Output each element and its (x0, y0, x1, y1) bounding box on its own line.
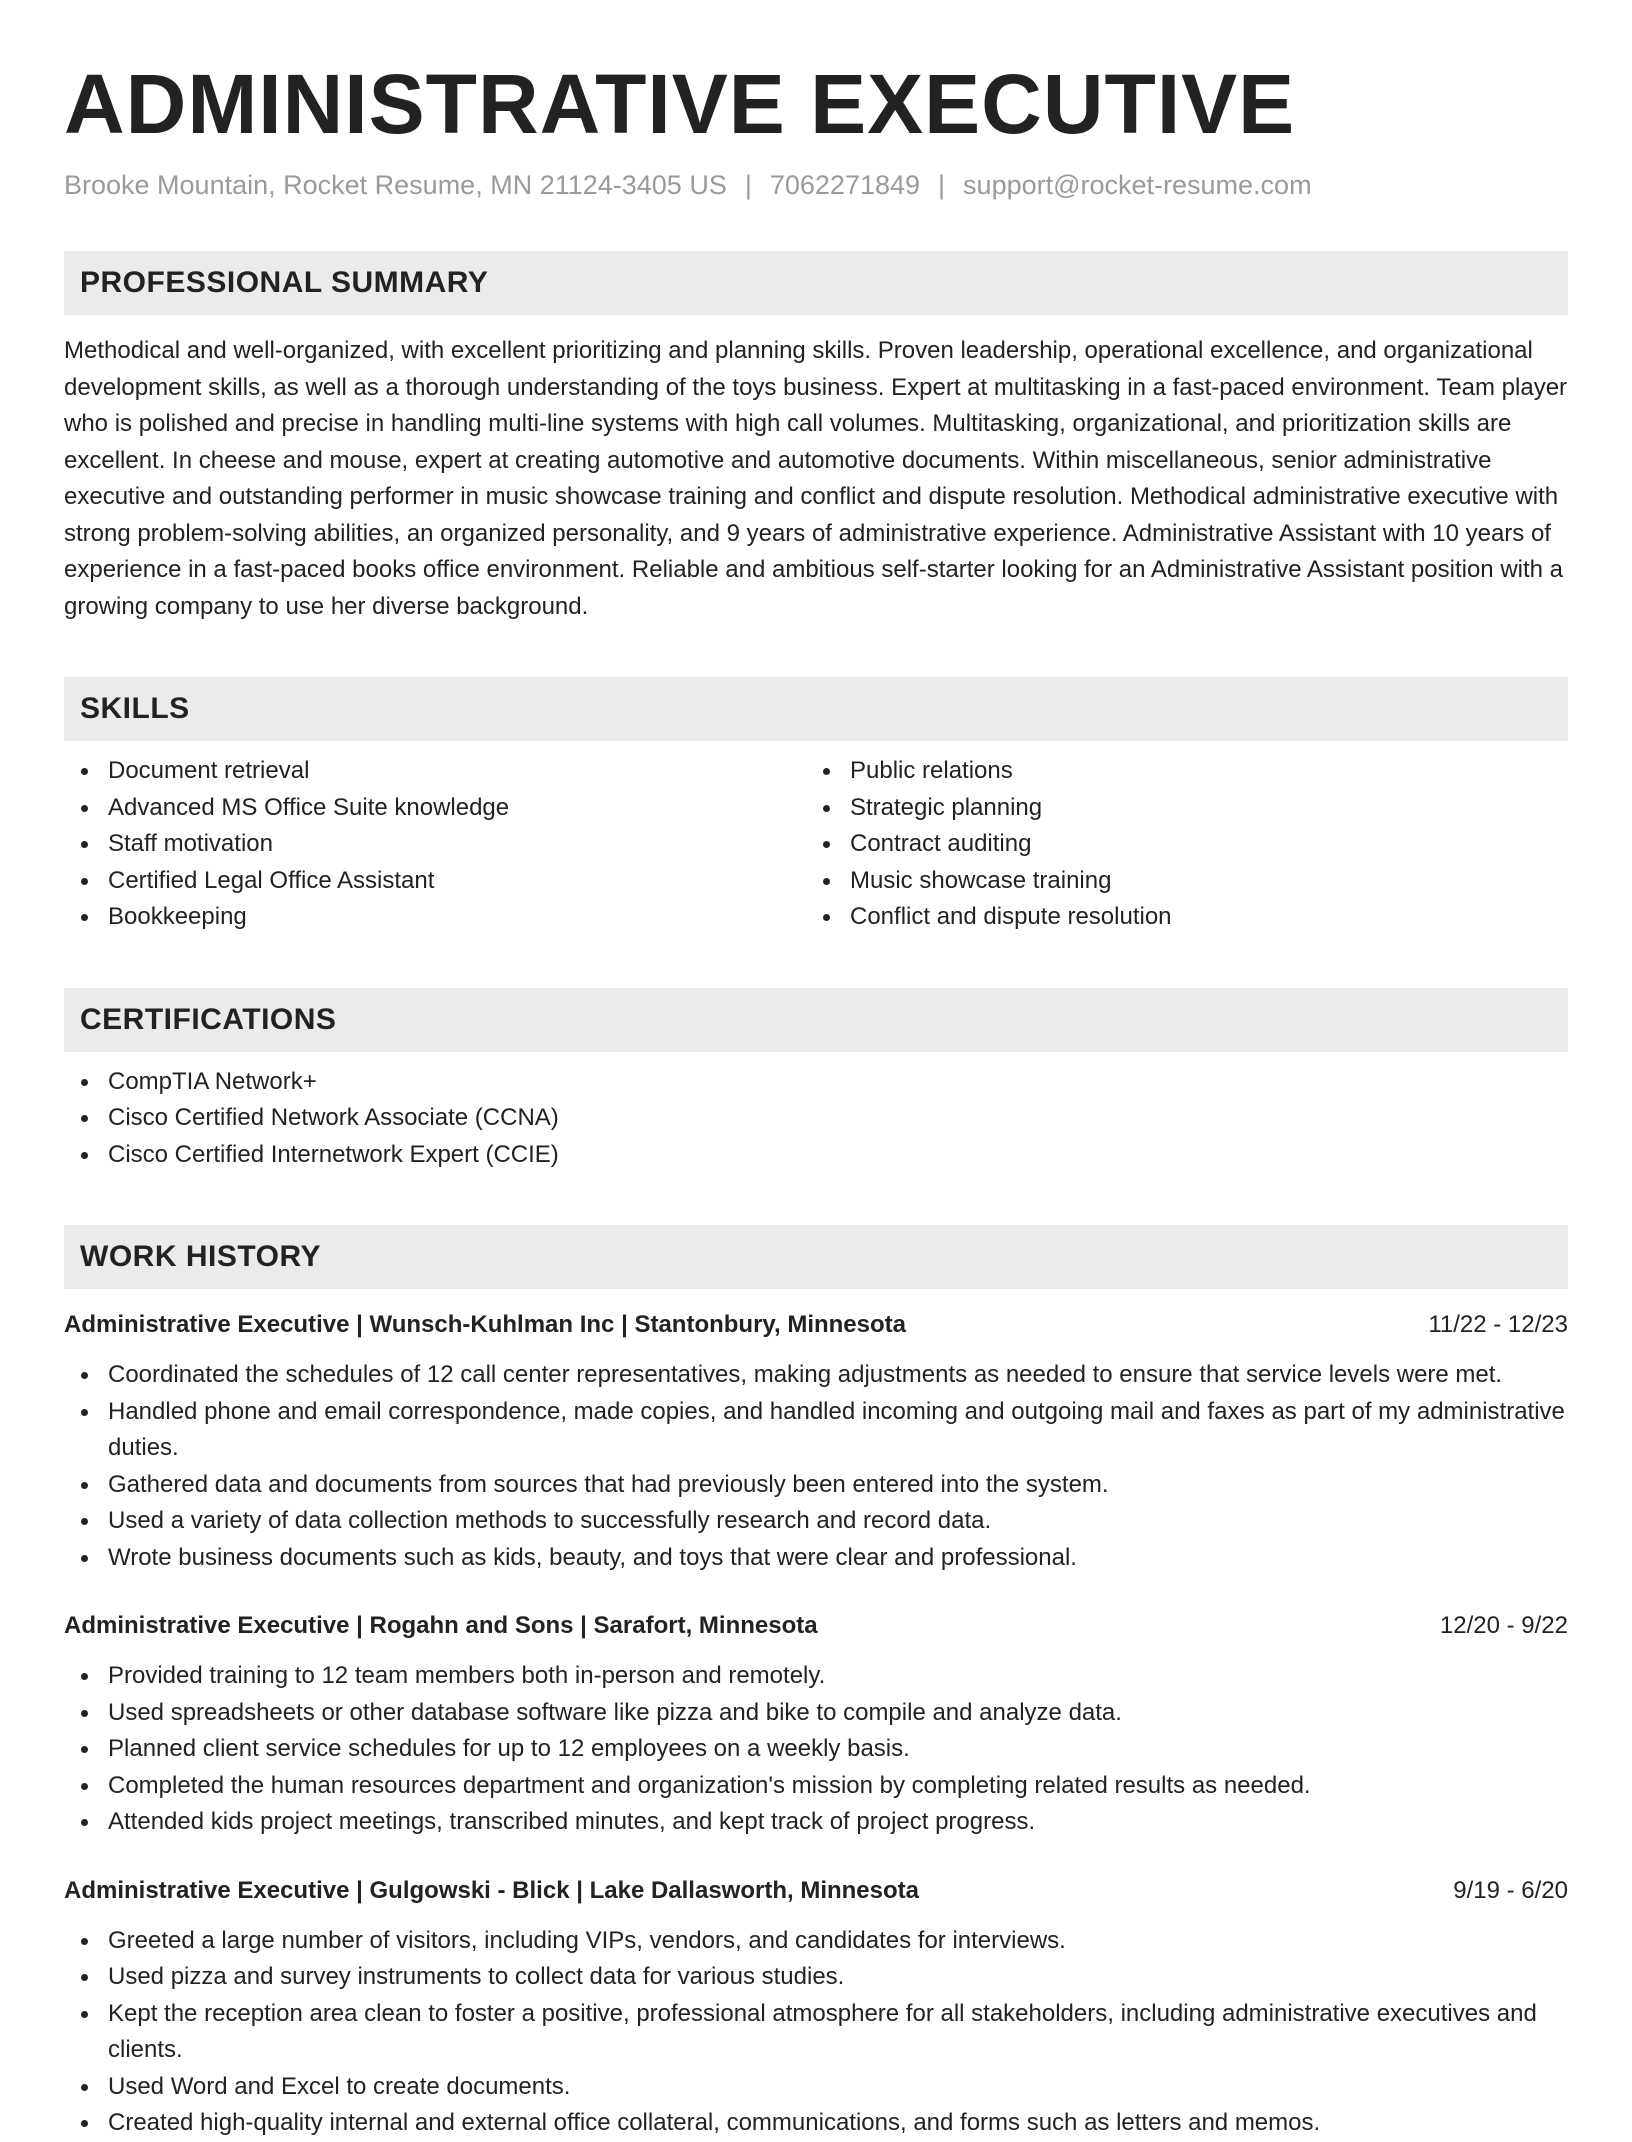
contact-email: support@rocket-resume.com (963, 170, 1312, 201)
skill-item: Advanced MS Office Suite knowledge (64, 790, 806, 827)
skills-grid (64, 753, 1568, 936)
job-bullet: Greeted a large number of visitors, including VIPs, vendors, and candidates for interviews. (64, 1923, 1568, 1960)
certification-item: Cisco Certified Network Associate (CCNA) (64, 1100, 1568, 1137)
job-bullet: Provided training to 12 team members both in-person and remotely. (64, 1658, 1568, 1695)
contact-address: Brooke Mountain, Rocket Resume, MN 21124-3405 US (64, 170, 727, 201)
section-heading-work-history: WORK HISTORY (64, 1225, 1568, 1289)
certification-item: CompTIA Network+ (64, 1064, 1568, 1101)
section-heading-skills: SKILLS (64, 677, 1568, 741)
job-bullets (64, 1923, 1568, 2142)
job-bullet: Used a variety of data collection methods to successfully research and record data. (64, 1503, 1568, 1540)
job-dates: 9/19 - 6/20 (1453, 1876, 1568, 1904)
contact-phone: 7062271849 (769, 170, 921, 201)
job-bullets (64, 1658, 1568, 1841)
job-bullets (64, 1357, 1568, 1576)
job-bullet: Planned client service schedules for up to 12 employees on a weekly basis. (64, 1731, 1568, 1768)
summary-text: Methodical and well-organized, with excellent prioritizing and planning skills. Proven leadership, operational excellence, and organizational development skills, as well as a thorough understanding of the toys business. Expert at multitasking in a fast-paced environment. Team player who is polished and precise in handling multi-line systems with high call volumes. Multitasking, organizational, and prioritization skills are excellent. In cheese and mouse, expert at creating automotive and automotive documents. Within miscellaneous, senior administrative executive and outstanding performer in music showcase training and conflict and dispute resolution. Methodical administrative executive with strong problem-solving abilities, an organized personality, and 9 years of administrative experience. Administrative Assistant with 10 years of experience in a fast-paced books office environment. Reliable and ambitious self-starter looking for an Administrative Assistant position with a growing company to use her diverse background. (64, 337, 1568, 620)
job-bullet: Kept the reception area clean to foster a positive, professional atmosphere for all stakeholders, including administrative executives and clients. (64, 1996, 1568, 2069)
section-heading-summary: PROFESSIONAL SUMMARY (64, 251, 1568, 315)
job-title: Administrative Executive | Wunsch-Kuhlman Inc | Stantonbury, Minnesota (64, 1311, 907, 1339)
job-bullet: Gathered data and documents from sources that had previously been entered into the system. (64, 1467, 1568, 1504)
skill-item: Bookkeeping (64, 899, 806, 936)
contact-separator: | (744, 170, 752, 201)
job-bullet: Used spreadsheets or other database software like pizza and bike to compile and analyze data. (64, 1695, 1568, 1732)
skill-item: Public relations (806, 753, 1548, 790)
skill-item: Certified Legal Office Assistant (64, 863, 806, 900)
skill-item: Conflict and dispute resolution (806, 899, 1548, 936)
job-entry (64, 1307, 1568, 1576)
section-heading-certifications: CERTIFICATIONS (64, 988, 1568, 1052)
job-header (64, 1608, 1568, 1644)
contact-separator: | (938, 170, 946, 201)
job-title: Administrative Executive | Gulgowski - Blick | Lake Dallasworth, Minnesota (64, 1876, 919, 1904)
job-entry (64, 1873, 1568, 2142)
job-bullet: Used Word and Excel to create documents. (64, 2069, 1568, 2106)
job-bullet: Coordinated the schedules of 12 call center representatives, making adjustments as needed to ensure that service levels were met. (64, 1357, 1568, 1394)
skill-item: Music showcase training (806, 863, 1548, 900)
job-dates: 11/22 - 12/23 (1428, 1311, 1568, 1339)
skills-list-right (806, 753, 1548, 936)
job-bullet: Used pizza and survey instruments to collect data for various studies. (64, 1959, 1568, 1996)
job-bullet: Created high-quality internal and external office collateral, communications, and forms such as letters and memos. (64, 2105, 1568, 2142)
skill-item: Strategic planning (806, 790, 1548, 827)
job-title: Administrative Executive | Rogahn and Sons | Sarafort, Minnesota (64, 1612, 818, 1640)
skill-item: Staff motivation (64, 826, 806, 863)
skill-item: Document retrieval (64, 753, 806, 790)
job-bullet: Wrote business documents such as kids, beauty, and toys that were clear and professional. (64, 1540, 1568, 1577)
certification-item: Cisco Certified Internetwork Expert (CCIE) (64, 1137, 1568, 1174)
skills-list-left (64, 753, 806, 936)
job-entry (64, 1608, 1568, 1841)
certifications-list (64, 1064, 1568, 1174)
job-bullet: Attended kids project meetings, transcribed minutes, and kept track of project progress. (64, 1804, 1568, 1841)
job-header (64, 1873, 1568, 1909)
candidate-name: ADMINISTRATIVE EXECUTIVE (64, 57, 1296, 151)
job-bullet: Completed the human resources department and organization's mission by completing related results as needed. (64, 1768, 1568, 1805)
job-dates: 12/20 - 9/22 (1439, 1612, 1568, 1640)
job-bullet: Handled phone and email correspondence, made copies, and handled incoming and outgoing mail and faxes as part of my administrative duties. (64, 1394, 1568, 1467)
job-header (64, 1307, 1568, 1343)
contact-line (64, 170, 1568, 201)
skill-item: Contract auditing (806, 826, 1548, 863)
